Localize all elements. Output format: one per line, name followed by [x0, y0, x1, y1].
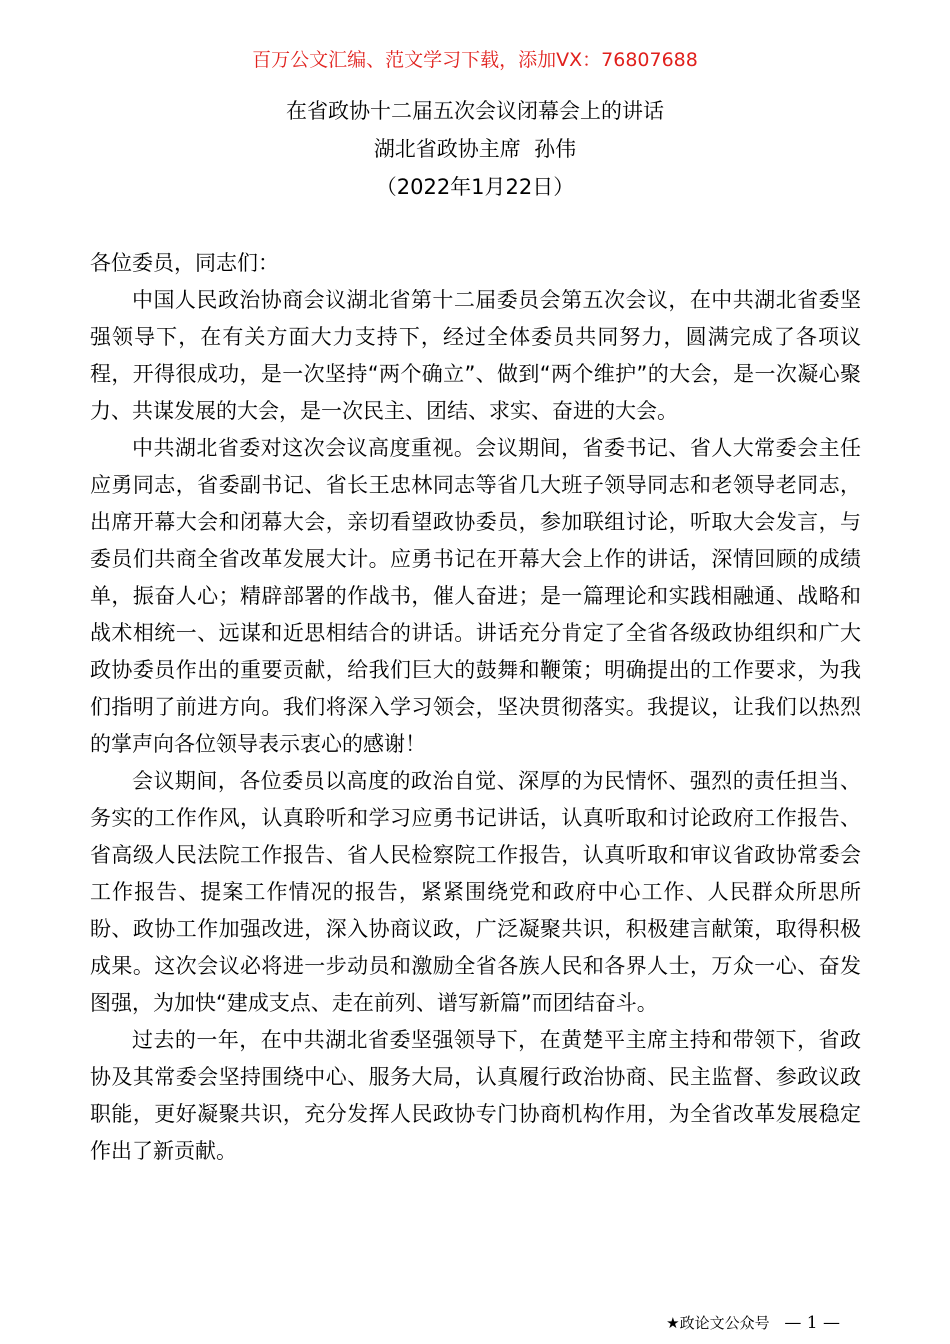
speaker-line: 湖北省政协主席 孙伟	[373, 137, 577, 161]
paragraph: 中共湖北省委对这次会议高度重视。会议期间，省委书记、省人大常委会主任应勇同志，省委副书记、省长王忠林同志等省几大班子领导同志和老领导老同志，出席开幕大会和闭幕大会，亲切看望政协委员，参加联组讨论，听取大会发言，与委员们共商全省改革发展大计。应勇书记在开幕大会上作的讲话，深情回顾的成绩单，振奋人心；精辟部署的作战书，催人奋进；是一篇理论和实践相融通、战略和战术相统一、远谋和近思相结合的讲话。讲话充分肯定了全省各级政协组织和广大政协委员作出的重要贡献，给我们巨大的鼓舞和鞭策；明确提出的工作要求，为我们指明了前进方向。我们将深入学习领会，坚决贯彻落实。我提议，让我们以热烈的掌声向各位领导表示衷心的感谢！	[90, 436, 861, 756]
greeting: 各位委员，同志们：	[90, 251, 279, 275]
speech-title: 在省政协十二届五次会议闭幕会上的讲话	[286, 99, 664, 123]
header-watermark: 百万公文汇编、范文学习下载，添加VX：76807688	[252, 49, 698, 71]
paragraph: 中国人民政治协商会议湖北省第十二届委员会第五次会议，在中共湖北省委坚强领导下，在有关方面大力支持下，经过全体委员共同努力，圆满完成了各项议程，开得很成功，是一次坚持“两个确立”、做到“两个维护”的大会，是一次凝心聚力、共谋发展的大会，是一次民主、团结、求实、奋进的大会。	[90, 288, 861, 423]
paragraph: 会议期间，各位委员以高度的政治自觉、深厚的为民情怀、强烈的责任担当、务实的工作作风，认真聆听和学习应勇书记讲话，认真听取和讨论政府工作报告、省高级人民法院工作报告、省人民检察院工作报告，认真听取和审议省政协常委会工作报告、提案工作情况的报告，紧紧围绕党和政府中心工作、人民群众所思所盼、政协工作加强改进，深入协商议政，广泛凝聚共识，积极建言献策，取得积极成果。这次会议必将进一步动员和激励全省各族人民和各界人士，万众一心、奋发图强，为加快“建成支点、走在前列、谱写新篇”而团结奋斗。	[90, 769, 861, 1015]
speech-date: （2022年1月22日）	[375, 175, 575, 199]
page-footer	[0, 1312, 840, 1334]
speech-body	[90, 245, 861, 1170]
title-block	[0, 98, 950, 212]
page-number: — 1 —	[784, 1313, 840, 1333]
paragraph: 过去的一年，在中共湖北省委坚强领导下，在黄楚平主席主持和带领下，省政协及其常委会坚持围绕中心、服务大局，认真履行政治协商、民主监督、参政议政职能，更好凝聚共识，充分发挥人民政协专门协商机构作用，为全省改革发展稳定作出了新贡献。	[90, 1028, 861, 1163]
footer-source: ★政论文公众号	[666, 1314, 770, 1332]
